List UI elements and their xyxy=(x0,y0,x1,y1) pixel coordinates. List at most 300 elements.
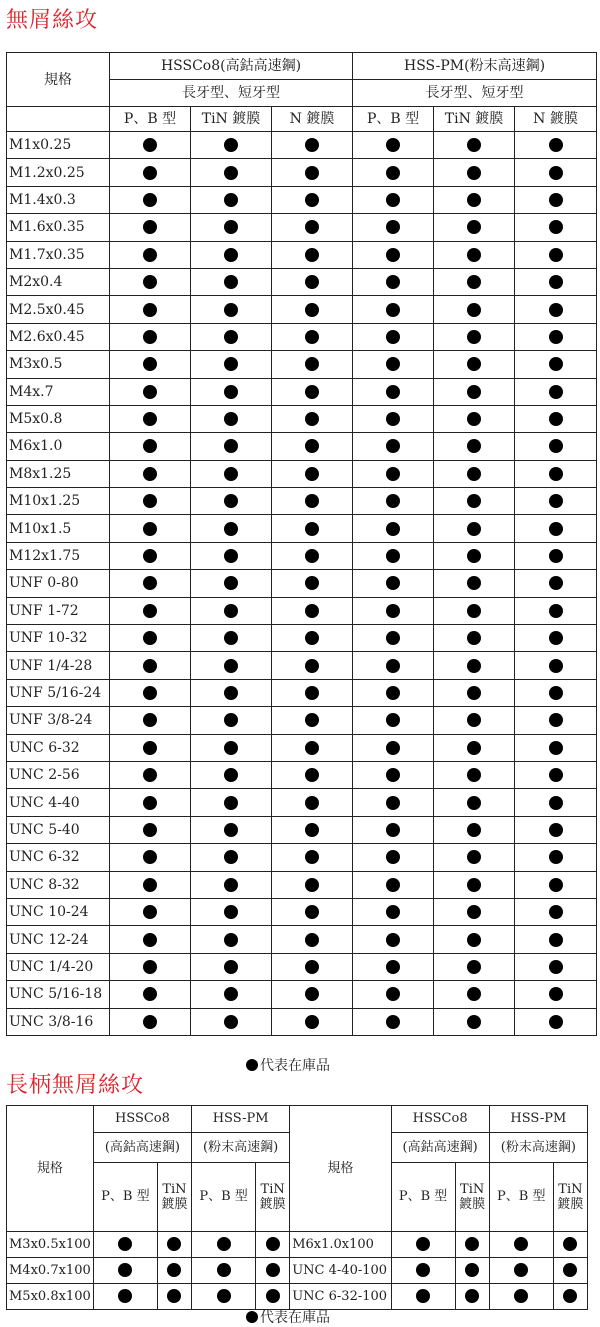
in-stock-cell xyxy=(353,953,434,980)
in-stock-dot-icon xyxy=(416,1263,430,1277)
in-stock-dot-icon xyxy=(143,850,157,864)
col-pb: P、B 型 xyxy=(192,1163,256,1232)
spec-label: UNC 1/4-20 xyxy=(7,953,110,980)
in-stock-dot-icon xyxy=(549,193,563,207)
spec-label: UNC 12-24 xyxy=(7,926,110,953)
in-stock-cell xyxy=(110,679,191,706)
in-stock-dot-icon xyxy=(143,549,157,563)
in-stock-cell xyxy=(157,1232,191,1258)
in-stock-cell xyxy=(110,515,191,542)
in-stock-dot-icon xyxy=(549,796,563,810)
in-stock-dot-icon xyxy=(386,439,400,453)
in-stock-dot-icon xyxy=(143,576,157,590)
in-stock-dot-icon xyxy=(386,576,400,590)
in-stock-dot-icon xyxy=(549,275,563,289)
long-shank-tap-table xyxy=(6,1105,588,1310)
in-stock-cell xyxy=(191,816,272,843)
in-stock-dot-icon xyxy=(467,330,481,344)
in-stock-cell xyxy=(110,488,191,515)
in-stock-cell xyxy=(434,570,515,597)
table-row xyxy=(7,488,597,515)
in-stock-cell xyxy=(272,570,353,597)
in-stock-dot-icon xyxy=(224,220,238,234)
in-stock-cell xyxy=(434,871,515,898)
spec-header-right: 規格 xyxy=(290,1106,391,1232)
in-stock-cell xyxy=(272,488,353,515)
table-row xyxy=(7,679,597,706)
in-stock-dot-icon xyxy=(549,850,563,864)
in-stock-cell xyxy=(353,926,434,953)
table-row xyxy=(7,1258,588,1284)
in-stock-dot-icon xyxy=(305,960,319,974)
in-stock-cell xyxy=(353,570,434,597)
in-stock-cell xyxy=(434,926,515,953)
in-stock-cell xyxy=(515,323,597,350)
table-row xyxy=(7,1008,597,1035)
in-stock-dot-icon xyxy=(386,522,400,536)
in-stock-cell xyxy=(353,378,434,405)
spec-label: UNF 10-32 xyxy=(7,625,110,652)
hsspm-sub-left: (粉末高速鋼) xyxy=(192,1133,290,1163)
in-stock-dot-icon xyxy=(224,659,238,673)
in-stock-dot-icon xyxy=(416,1289,430,1303)
in-stock-dot-icon xyxy=(143,604,157,618)
in-stock-cell xyxy=(515,515,597,542)
spec-label: UNC 5/16-18 xyxy=(7,981,110,1008)
in-stock-dot-icon xyxy=(549,549,563,563)
in-stock-dot-icon xyxy=(305,166,319,180)
spec-label: M10x1.5 xyxy=(7,515,110,542)
in-stock-cell xyxy=(515,351,597,378)
in-stock-cell xyxy=(353,734,434,761)
in-stock-cell xyxy=(434,597,515,624)
in-stock-cell xyxy=(353,132,434,159)
in-stock-dot-icon xyxy=(224,686,238,700)
in-stock-cell xyxy=(434,460,515,487)
spec-label: UNF 0-80 xyxy=(7,570,110,597)
in-stock-dot-icon xyxy=(386,686,400,700)
in-stock-dot-icon xyxy=(224,357,238,371)
in-stock-cell xyxy=(191,844,272,871)
in-stock-cell xyxy=(272,323,353,350)
in-stock-cell xyxy=(110,159,191,186)
in-stock-dot-icon xyxy=(224,741,238,755)
in-stock-cell xyxy=(391,1232,455,1258)
in-stock-dot-icon xyxy=(143,713,157,727)
in-stock-cell xyxy=(515,652,597,679)
in-stock-dot-icon xyxy=(224,494,238,508)
in-stock-dot-icon xyxy=(465,1289,479,1303)
in-stock-dot-icon xyxy=(467,713,481,727)
in-stock-cell xyxy=(272,816,353,843)
column-header: N 鍍膜 xyxy=(515,107,597,132)
in-stock-dot-icon xyxy=(305,193,319,207)
in-stock-dot-icon xyxy=(467,686,481,700)
in-stock-dot-icon xyxy=(386,713,400,727)
in-stock-cell xyxy=(256,1284,290,1310)
in-stock-dot-icon xyxy=(467,138,481,152)
in-stock-cell xyxy=(434,351,515,378)
in-stock-cell xyxy=(353,981,434,1008)
in-stock-dot-icon xyxy=(386,850,400,864)
in-stock-dot-icon xyxy=(224,522,238,536)
in-stock-cell xyxy=(256,1232,290,1258)
spec-header: 規格 xyxy=(7,53,110,107)
in-stock-cell xyxy=(353,323,434,350)
table-row xyxy=(7,186,597,213)
in-stock-dot-icon xyxy=(514,1237,528,1251)
in-stock-cell xyxy=(191,981,272,1008)
in-stock-dot-icon xyxy=(386,220,400,234)
in-stock-cell xyxy=(434,816,515,843)
spec-label: UNC 6-32 xyxy=(7,844,110,871)
in-stock-dot-icon xyxy=(305,741,319,755)
in-stock-dot-icon xyxy=(549,467,563,481)
in-stock-dot-icon xyxy=(465,1263,479,1277)
in-stock-dot-icon xyxy=(386,604,400,618)
in-stock-cell xyxy=(272,268,353,295)
thread-forming-tap-table xyxy=(6,52,597,1036)
bullet-icon xyxy=(246,1311,258,1323)
in-stock-dot-icon xyxy=(467,357,481,371)
table-row xyxy=(7,597,597,624)
table-row xyxy=(7,625,597,652)
in-stock-dot-icon xyxy=(143,686,157,700)
in-stock-dot-icon xyxy=(549,494,563,508)
table-row xyxy=(7,268,597,295)
in-stock-dot-icon xyxy=(386,987,400,1001)
in-stock-dot-icon xyxy=(467,823,481,837)
in-stock-dot-icon xyxy=(386,549,400,563)
group-hsspm-type: 長牙型、短牙型 xyxy=(353,80,597,107)
in-stock-dot-icon xyxy=(467,412,481,426)
in-stock-cell xyxy=(191,679,272,706)
in-stock-cell xyxy=(272,734,353,761)
table-row xyxy=(7,789,597,816)
hsspm-header-right: HSS-PM xyxy=(489,1106,587,1133)
in-stock-dot-icon xyxy=(224,960,238,974)
in-stock-dot-icon xyxy=(386,467,400,481)
in-stock-dot-icon xyxy=(143,467,157,481)
table-row xyxy=(7,816,597,843)
spec-label: UNC 2-56 xyxy=(7,761,110,788)
in-stock-dot-icon xyxy=(224,138,238,152)
table-row xyxy=(7,542,597,569)
in-stock-cell xyxy=(515,296,597,323)
in-stock-cell xyxy=(515,186,597,213)
table-row xyxy=(7,515,597,542)
in-stock-cell xyxy=(272,898,353,925)
in-stock-dot-icon xyxy=(143,631,157,645)
in-stock-cell xyxy=(434,789,515,816)
col-pb: P、B 型 xyxy=(93,1163,157,1232)
in-stock-dot-icon xyxy=(224,467,238,481)
in-stock-cell xyxy=(515,1008,597,1035)
in-stock-dot-icon xyxy=(549,631,563,645)
in-stock-dot-icon xyxy=(167,1263,181,1277)
in-stock-cell xyxy=(191,378,272,405)
spec-header-left: 規格 xyxy=(7,1106,94,1232)
table-row xyxy=(7,707,597,734)
group-hsspm-material: HSS-PM(粉末高速鋼) xyxy=(353,53,597,80)
in-stock-cell xyxy=(272,679,353,706)
stock-note xyxy=(246,1055,330,1075)
in-stock-dot-icon xyxy=(305,330,319,344)
in-stock-dot-icon xyxy=(217,1237,231,1251)
in-stock-dot-icon xyxy=(549,439,563,453)
in-stock-dot-icon xyxy=(386,768,400,782)
spec-label: M6x1.0 xyxy=(7,433,110,460)
in-stock-dot-icon xyxy=(467,659,481,673)
spec-label: M2.5x0.45 xyxy=(7,296,110,323)
in-stock-cell xyxy=(110,625,191,652)
in-stock-cell xyxy=(192,1232,256,1258)
spec-label: UNC 8-32 xyxy=(7,871,110,898)
in-stock-cell xyxy=(110,214,191,241)
spec-label: UNC 4-40-100 xyxy=(290,1258,391,1284)
in-stock-dot-icon xyxy=(549,303,563,317)
in-stock-cell xyxy=(434,214,515,241)
in-stock-cell xyxy=(434,1008,515,1035)
in-stock-cell xyxy=(110,296,191,323)
in-stock-cell xyxy=(272,405,353,432)
in-stock-cell xyxy=(353,433,434,460)
in-stock-cell xyxy=(272,460,353,487)
in-stock-cell xyxy=(434,734,515,761)
in-stock-dot-icon xyxy=(467,796,481,810)
in-stock-cell xyxy=(110,323,191,350)
in-stock-cell xyxy=(553,1258,587,1284)
in-stock-dot-icon xyxy=(563,1289,577,1303)
in-stock-cell xyxy=(434,542,515,569)
in-stock-cell xyxy=(515,707,597,734)
in-stock-cell xyxy=(434,296,515,323)
in-stock-cell xyxy=(489,1232,553,1258)
in-stock-cell xyxy=(110,707,191,734)
in-stock-cell xyxy=(191,707,272,734)
table-row xyxy=(7,296,597,323)
in-stock-dot-icon xyxy=(467,1015,481,1029)
in-stock-dot-icon xyxy=(386,412,400,426)
in-stock-dot-icon xyxy=(467,850,481,864)
in-stock-cell xyxy=(157,1258,191,1284)
in-stock-cell xyxy=(272,953,353,980)
in-stock-cell xyxy=(515,789,597,816)
in-stock-cell xyxy=(272,789,353,816)
in-stock-dot-icon xyxy=(549,878,563,892)
in-stock-cell xyxy=(353,707,434,734)
in-stock-cell xyxy=(353,761,434,788)
in-stock-cell xyxy=(272,625,353,652)
in-stock-cell xyxy=(553,1232,587,1258)
table-row xyxy=(7,433,597,460)
in-stock-cell xyxy=(434,488,515,515)
in-stock-dot-icon xyxy=(118,1289,132,1303)
in-stock-dot-icon xyxy=(143,878,157,892)
hssco8-sub-right: (高鈷高速鋼) xyxy=(391,1133,489,1163)
in-stock-dot-icon xyxy=(386,631,400,645)
stock-note-2 xyxy=(246,1307,330,1327)
in-stock-dot-icon xyxy=(224,248,238,262)
in-stock-cell xyxy=(191,898,272,925)
in-stock-dot-icon xyxy=(224,933,238,947)
in-stock-cell xyxy=(191,542,272,569)
in-stock-cell xyxy=(353,186,434,213)
in-stock-cell xyxy=(110,405,191,432)
in-stock-dot-icon xyxy=(467,494,481,508)
spec-label: M6x1.0x100 xyxy=(290,1232,391,1258)
spec-label: UNF 5/16-24 xyxy=(7,679,110,706)
in-stock-cell xyxy=(353,679,434,706)
in-stock-dot-icon xyxy=(224,412,238,426)
in-stock-cell xyxy=(191,214,272,241)
table-row xyxy=(7,926,597,953)
in-stock-dot-icon xyxy=(386,494,400,508)
in-stock-cell xyxy=(434,707,515,734)
in-stock-dot-icon xyxy=(465,1237,479,1251)
hssco8-sub-left: (高鈷高速鋼) xyxy=(93,1133,191,1163)
in-stock-cell xyxy=(110,898,191,925)
in-stock-cell xyxy=(192,1258,256,1284)
in-stock-cell xyxy=(353,351,434,378)
col-pb: P、B 型 xyxy=(391,1163,455,1232)
bullet-icon xyxy=(246,1059,258,1071)
in-stock-dot-icon xyxy=(143,741,157,755)
column-header: TiN 鍍膜 xyxy=(191,107,272,132)
table-row xyxy=(7,351,597,378)
in-stock-dot-icon xyxy=(467,631,481,645)
hsspm-header-left: HSS-PM xyxy=(192,1106,290,1133)
in-stock-cell xyxy=(515,761,597,788)
in-stock-dot-icon xyxy=(549,522,563,536)
in-stock-dot-icon xyxy=(305,220,319,234)
in-stock-cell xyxy=(434,652,515,679)
in-stock-cell xyxy=(110,844,191,871)
col-tin xyxy=(256,1163,290,1232)
in-stock-cell xyxy=(353,542,434,569)
in-stock-cell xyxy=(272,159,353,186)
in-stock-dot-icon xyxy=(563,1263,577,1277)
in-stock-dot-icon xyxy=(305,850,319,864)
group-hssco8-material: HSSCo8(高鈷高速鋼) xyxy=(110,53,353,80)
table-row xyxy=(7,981,597,1008)
table-row xyxy=(7,652,597,679)
in-stock-dot-icon xyxy=(549,987,563,1001)
in-stock-dot-icon xyxy=(143,303,157,317)
in-stock-cell xyxy=(192,1284,256,1310)
in-stock-dot-icon xyxy=(224,303,238,317)
in-stock-dot-icon xyxy=(467,166,481,180)
in-stock-cell xyxy=(515,542,597,569)
in-stock-dot-icon xyxy=(224,796,238,810)
spec-label: M3x0.5 xyxy=(7,351,110,378)
in-stock-cell xyxy=(434,378,515,405)
spec-label: M10x1.25 xyxy=(7,488,110,515)
in-stock-dot-icon xyxy=(143,1015,157,1029)
in-stock-dot-icon xyxy=(224,330,238,344)
in-stock-dot-icon xyxy=(224,987,238,1001)
table-row xyxy=(7,1284,588,1310)
in-stock-cell xyxy=(515,953,597,980)
spec-label: UNC 3/8-16 xyxy=(7,1008,110,1035)
in-stock-cell xyxy=(110,460,191,487)
in-stock-cell xyxy=(434,241,515,268)
in-stock-dot-icon xyxy=(549,933,563,947)
column-header: P、B 型 xyxy=(110,107,191,132)
in-stock-cell xyxy=(434,981,515,1008)
in-stock-cell xyxy=(434,433,515,460)
in-stock-cell xyxy=(191,241,272,268)
in-stock-dot-icon xyxy=(467,522,481,536)
in-stock-dot-icon xyxy=(467,933,481,947)
col-tin-line1: TiN xyxy=(162,1182,187,1197)
in-stock-dot-icon xyxy=(143,823,157,837)
in-stock-dot-icon xyxy=(305,357,319,371)
in-stock-dot-icon xyxy=(305,987,319,1001)
in-stock-dot-icon xyxy=(467,878,481,892)
in-stock-cell xyxy=(110,542,191,569)
in-stock-dot-icon xyxy=(549,823,563,837)
in-stock-cell xyxy=(191,734,272,761)
spec-label: M1.6x0.35 xyxy=(7,214,110,241)
in-stock-cell xyxy=(515,214,597,241)
table-row xyxy=(7,1232,588,1258)
in-stock-dot-icon xyxy=(224,549,238,563)
col-tin xyxy=(553,1163,587,1232)
in-stock-dot-icon xyxy=(143,796,157,810)
in-stock-dot-icon xyxy=(386,659,400,673)
in-stock-cell xyxy=(434,132,515,159)
spec-label: UNC 5-40 xyxy=(7,816,110,843)
in-stock-dot-icon xyxy=(467,741,481,755)
in-stock-cell xyxy=(272,378,353,405)
in-stock-dot-icon xyxy=(386,1015,400,1029)
in-stock-dot-icon xyxy=(514,1289,528,1303)
col-tin-line2: 鍍膜 xyxy=(259,1197,286,1212)
in-stock-dot-icon xyxy=(563,1237,577,1251)
in-stock-cell xyxy=(515,268,597,295)
in-stock-dot-icon xyxy=(143,494,157,508)
in-stock-cell xyxy=(489,1258,553,1284)
in-stock-cell xyxy=(353,241,434,268)
table-row xyxy=(7,734,597,761)
in-stock-dot-icon xyxy=(549,659,563,673)
in-stock-cell xyxy=(272,707,353,734)
in-stock-cell xyxy=(191,570,272,597)
in-stock-dot-icon xyxy=(305,933,319,947)
in-stock-dot-icon xyxy=(549,768,563,782)
in-stock-cell xyxy=(272,433,353,460)
in-stock-cell xyxy=(110,926,191,953)
in-stock-cell xyxy=(110,241,191,268)
in-stock-dot-icon xyxy=(224,193,238,207)
in-stock-cell xyxy=(191,405,272,432)
in-stock-dot-icon xyxy=(143,960,157,974)
in-stock-cell xyxy=(110,871,191,898)
in-stock-cell xyxy=(110,761,191,788)
in-stock-dot-icon xyxy=(143,275,157,289)
in-stock-dot-icon xyxy=(549,138,563,152)
in-stock-cell xyxy=(272,926,353,953)
in-stock-dot-icon xyxy=(224,878,238,892)
in-stock-cell xyxy=(191,515,272,542)
in-stock-cell xyxy=(191,1008,272,1035)
in-stock-dot-icon xyxy=(467,439,481,453)
in-stock-cell xyxy=(272,132,353,159)
in-stock-dot-icon xyxy=(467,549,481,563)
in-stock-cell xyxy=(353,515,434,542)
spec-label: M1.4x0.3 xyxy=(7,186,110,213)
